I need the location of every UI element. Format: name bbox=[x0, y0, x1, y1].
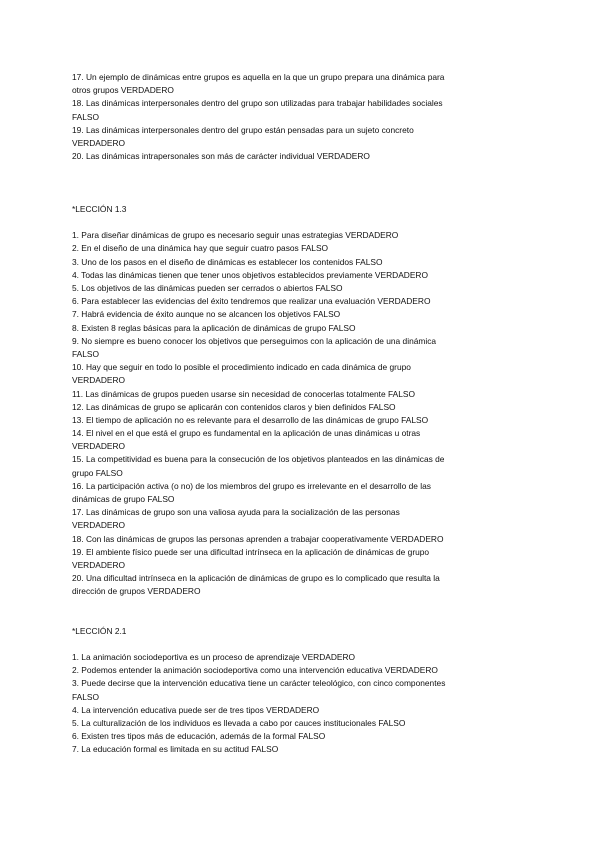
text-line: FALSO bbox=[72, 691, 99, 702]
text-line: 3. Puede decirse que la intervención educativa tiene un carácter teleológico, con cinco componentes bbox=[72, 678, 446, 689]
text-line: 16. La participación activa (o no) de los miembros del grupo es irrelevante en el desarrollo de las bbox=[72, 480, 431, 491]
text-line: VERDADERO bbox=[72, 137, 126, 148]
text-line: 6. Existen tres tipos más de educación, además de la formal FALSO bbox=[72, 731, 326, 742]
text-line: VERDADERO bbox=[72, 520, 126, 531]
text-line: 7. La educación formal es limitada en su actitud FALSO bbox=[72, 744, 279, 755]
text-line: 20. Una dificultad intrínseca en la aplicación de dinámicas de grupo es lo complicado que resulta la bbox=[72, 573, 440, 584]
text-line: 17. Un ejemplo de dinámicas entre grupos es aquella en la que un grupo prepara una dinámica para bbox=[72, 72, 445, 82]
text-line: FALSO bbox=[72, 111, 99, 122]
text-line: otros grupos VERDADERO bbox=[72, 85, 174, 96]
text-line: 6. Para establecer las evidencias del éxito tendremos que realizar una evaluación VERDADERO bbox=[72, 296, 431, 307]
text-line: 1. Para diseñar dinámicas de grupo es necesario seguir unas estrategias VERDADERO bbox=[72, 230, 399, 241]
text-line: 9. No siempre es bueno conocer los objetivos que perseguimos con la aplicación de una dinámica bbox=[72, 335, 437, 346]
text-line: 8. Existen 8 reglas básicas para la aplicación de dinámicas de grupo FALSO bbox=[72, 322, 356, 333]
text-line: VERDADERO bbox=[72, 559, 126, 570]
text-line: 17. Las dinámicas de grupo son una valiosa ayuda para la socialización de las personas bbox=[72, 507, 400, 518]
section-lesson-1-3 bbox=[72, 229, 528, 598]
section-heading: *LECCIÓN 1.3 bbox=[72, 203, 127, 214]
text-line: 1. La animación sociodeportiva es un proceso de aprendizaje VERDADERO bbox=[72, 652, 356, 663]
section-lesson-2-1 bbox=[72, 651, 528, 757]
text-line: 3. Uno de los pasos en el diseño de dinámicas es establecer los contenidos FALSO bbox=[72, 256, 383, 267]
text-line: 14. El nivel en el que está el grupo es fundamental en la aplicación de unas dinámicas u otras bbox=[72, 428, 421, 439]
text-line: 19. Las dinámicas interpersonales dentro del grupo están pensadas para un sujeto concreto bbox=[72, 124, 414, 135]
spacer bbox=[72, 163, 528, 189]
document-body bbox=[72, 71, 528, 757]
text-line: 12. Las dinámicas de grupo se aplicarán con contenidos claros y bien definidos FALSO bbox=[72, 401, 396, 412]
spacer bbox=[72, 599, 528, 625]
spacer bbox=[72, 638, 528, 651]
text-line: 13. El tiempo de aplicación no es relevante para el desarrollo de las dinámicas de grupo FALSO bbox=[72, 414, 429, 425]
text-line: 2. Podemos entender la animación sociodeportiva como una intervención educativa VERDADERO bbox=[72, 665, 438, 676]
text-line: dinámicas de grupo FALSO bbox=[72, 494, 175, 505]
spacer bbox=[72, 189, 528, 202]
text-line: FALSO bbox=[72, 348, 99, 359]
text-line: 2. En el diseño de una dinámica hay que seguir cuatro pasos FALSO bbox=[72, 243, 329, 254]
text-line: 18. Con las dinámicas de grupos las personas aprenden a trabajar cooperativamente VERDADERO bbox=[72, 533, 444, 544]
text-line: 5. La culturalización de los individuos es llevada a cabo por cauces institucionales FALSO bbox=[72, 718, 406, 729]
text-line: 5. Los objetivos de las dinámicas pueden ser cerrados o abiertos FALSO bbox=[72, 283, 343, 294]
section-previous-lesson bbox=[72, 71, 528, 163]
text-line: 15. La competitividad es buena para la consecución de los objetivos planteados en las dinámicas de bbox=[72, 454, 445, 465]
text-line: 4. Todas las dinámicas tienen que tener unos objetivos establecidos previamente VERDADERO bbox=[72, 269, 428, 280]
text-line: 4. La intervención educativa puede ser de tres tipos VERDADERO bbox=[72, 704, 320, 715]
text-line: VERDADERO bbox=[72, 441, 126, 452]
text-line: VERDADERO bbox=[72, 375, 126, 386]
section-heading: *LECCIÓN 2.1 bbox=[72, 625, 127, 636]
text-line: 7. Habrá evidencia de éxito aunque no se alcancen los objetivos FALSO bbox=[72, 309, 341, 320]
text-line: 11. Las dinámicas de grupos pueden usarse sin necesidad de conocerlas totalmente FALSO bbox=[72, 388, 415, 399]
text-line: dirección de grupos VERDADERO bbox=[72, 586, 201, 597]
text-line: 19. El ambiente físico puede ser una dificultad intrínseca en la aplicación de dinámicas de grupo bbox=[72, 546, 430, 557]
text-line: 10. Hay que seguir en todo lo posible el procedimiento indicado en cada dinámica de grupo bbox=[72, 362, 411, 373]
text-line: grupo FALSO bbox=[72, 467, 123, 478]
spacer bbox=[72, 216, 528, 229]
text-line: 18. Las dinámicas interpersonales dentro del grupo son utilizadas para trabajar habilidades sociales bbox=[72, 98, 443, 109]
text-line: 20. Las dinámicas intrapersonales son más de carácter individual VERDADERO bbox=[72, 151, 370, 162]
